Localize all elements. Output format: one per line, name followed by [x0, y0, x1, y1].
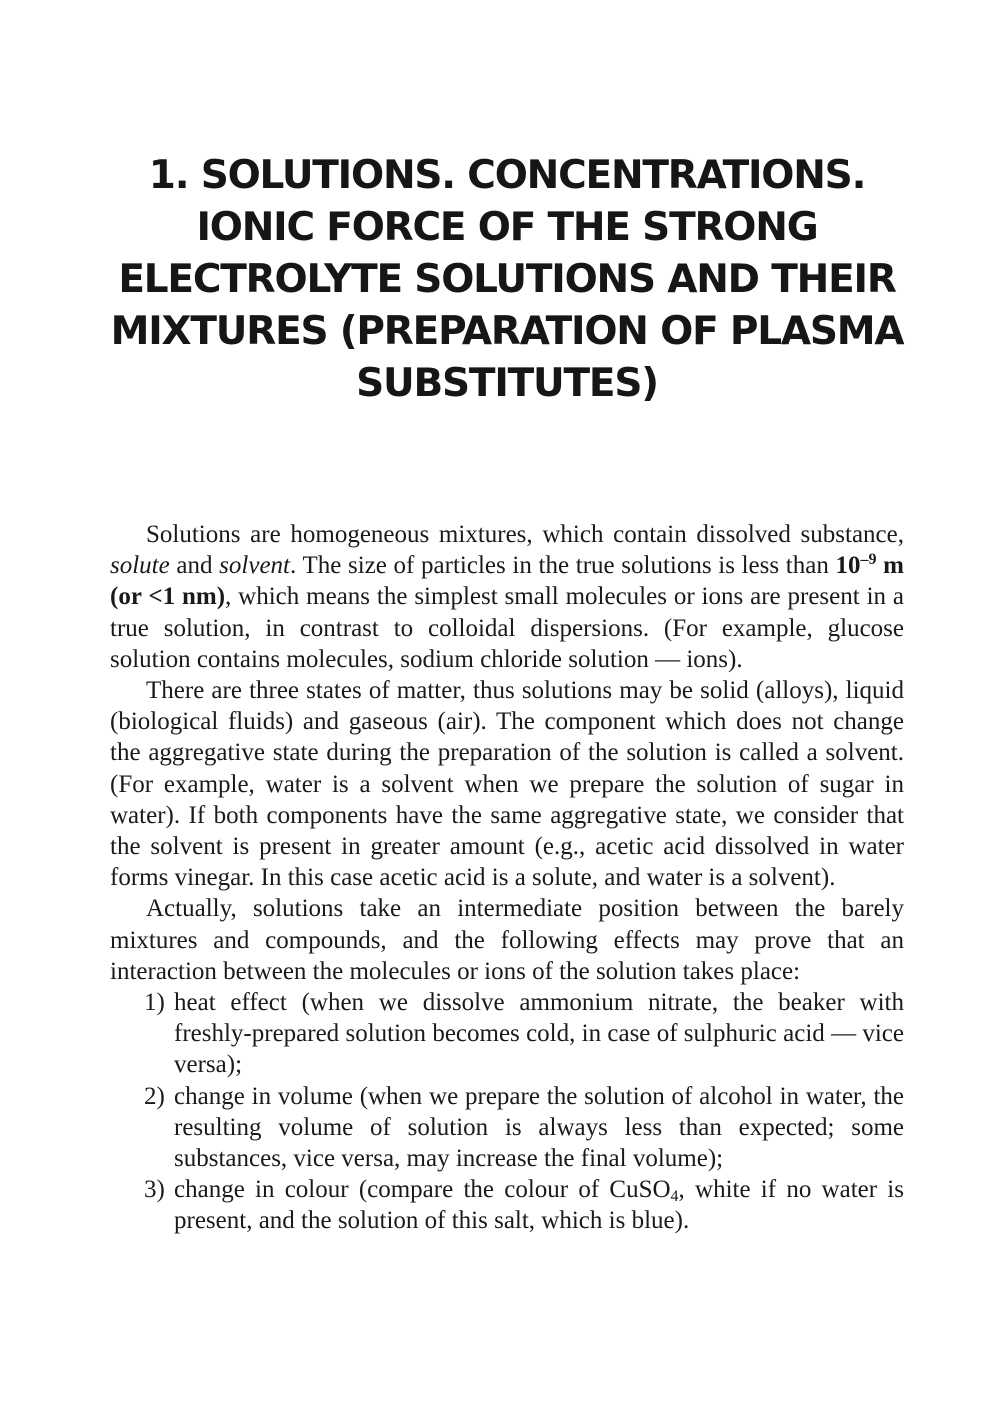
title-line: MIXTURES (PREPARATION OF PLASMA	[110, 309, 904, 354]
list-number: 1)	[144, 989, 165, 1017]
body-text	[110, 519, 904, 1237]
paragraph-states-of-matter: There are three states of matter, thus solutions may be solid (alloys), liquid (biological fluids) and gaseous (air). The component which does not change the aggregative state during the preparation of the solution is called a solvent. (For example, water is a solvent when we prepare the solution of sugar in water). If both components have the same aggregative state, we consider that the solvent is present in greater amount (e.g., acetic acid dissolved in water forms vinegar. In this case acetic acid is a solute, and water is a solvent).	[110, 677, 904, 892]
paragraph-solutions-definition: Solutions are homogeneous mixtures, which contain dissolved substance, solute and solvent. The size of particles in the true solutions is less than $10^{-9}$ m (or <1 nm), which means the simplest small molecules or ions are present in a true solution, in contrast to colloidal dispersions. (For example, glucose solution contains molecules, sodium chloride solution — ions).	[110, 521, 904, 673]
term-solvent: solvent	[219, 552, 290, 580]
list-number: 3)	[144, 1176, 165, 1204]
effects-list	[110, 987, 904, 1237]
formula-subscript: 4	[670, 1188, 679, 1206]
list-item: 1) heat effect (when we dissolve ammonium nitrate, the beaker with freshly-prepared solution becomes cold, in case of sulphuric acid — vice versa);	[144, 989, 904, 1079]
list-item: 3) change in colour (compare the colour of CuSO$_4$, white if no water is present, and the solution of this salt, which is blue).	[144, 1176, 904, 1235]
title-line: IONIC FORCE OF THE STRONG	[196, 205, 818, 250]
chapter-title	[110, 150, 904, 410]
title-line: ELECTROLYTE SOLUTIONS AND THEIR	[118, 257, 896, 302]
title-line: SUBSTITUTES)	[356, 361, 658, 406]
list-item: 2) change in volume (when we prepare the solution of alcohol in water, the resulting volume of solution is always less than expected; some substances, vice versa, may increase the final volume);	[144, 1082, 904, 1173]
title-line: 1. SOLUTIONS. CONCENTRATIONS.	[148, 153, 866, 198]
particle-size-value: $10^{-9}$ m (or <1 nm)	[110, 551, 904, 611]
term-solute: solute	[110, 552, 170, 580]
paragraph-intermediate-position: Actually, solutions take an intermediate position between the barely mixtures and compounds, and the following effects may prove that an interaction between the molecules or ions of the solution takes place:	[110, 895, 904, 985]
list-number: 2)	[144, 1082, 165, 1110]
